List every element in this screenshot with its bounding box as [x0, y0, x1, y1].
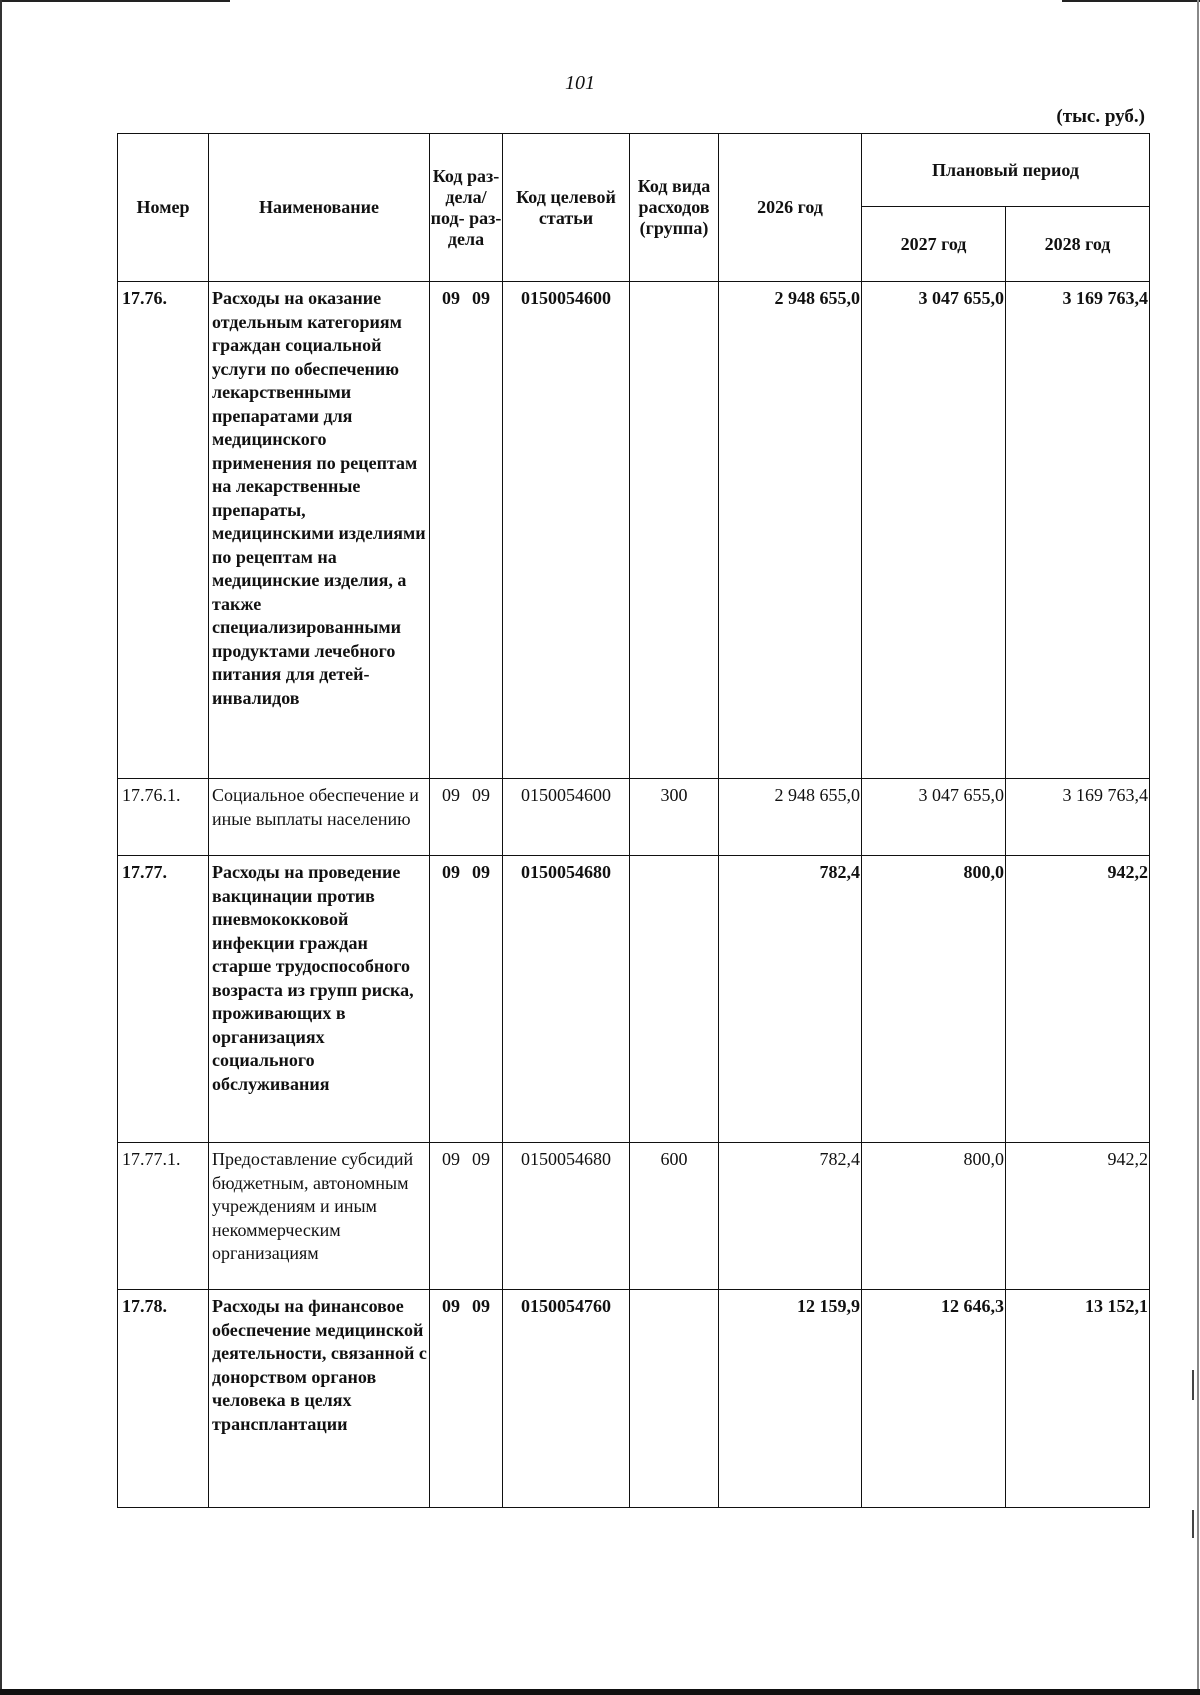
header-year-2026: 2026 год	[719, 134, 862, 282]
scan-edge-bottom	[0, 1689, 1200, 1695]
row-target-code: 0150054600	[503, 779, 630, 856]
row-amount-2027: 3 047 655,0	[862, 779, 1006, 856]
header-name: Наименование	[209, 134, 430, 282]
row-subsection-code: 09	[472, 785, 490, 805]
row-section	[430, 282, 503, 779]
row-name: Расходы на проведение вакцинации против пневмококковой инфекции граждан старше трудоспособного возраста из групп риска, проживающих в организациях социального обслуживания	[209, 856, 430, 1143]
row-section	[430, 856, 503, 1143]
row-amount-2026: 782,4	[719, 1143, 862, 1290]
row-target-code: 0150054680	[503, 1143, 630, 1290]
table-row	[118, 1290, 1150, 1508]
row-subsection-code: 09	[472, 1296, 490, 1316]
row-amount-2027: 800,0	[862, 856, 1006, 1143]
header-year-2028: 2028 год	[1006, 207, 1150, 282]
row-section-code: 09	[442, 785, 460, 805]
header-target-code: Код целевой статьи	[503, 134, 630, 282]
scan-mark	[1192, 1510, 1194, 1538]
table-row	[118, 282, 1150, 779]
row-subsection-code: 09	[472, 862, 490, 882]
row-number: 17.76.	[118, 282, 209, 779]
scan-edge-top-left	[0, 0, 230, 2]
row-amount-2028: 3 169 763,4	[1006, 779, 1150, 856]
row-target-code: 0150054760	[503, 1290, 630, 1508]
units-label: (тыс. руб.)	[1056, 106, 1145, 127]
row-amount-2026: 2 948 655,0	[719, 779, 862, 856]
row-section-code: 09	[442, 1296, 460, 1316]
row-expense-group: 600	[630, 1143, 719, 1290]
scan-edge-left	[0, 0, 2, 1695]
row-section-code: 09	[442, 862, 460, 882]
row-amount-2028: 3 169 763,4	[1006, 282, 1150, 779]
row-section-code: 09	[442, 288, 460, 308]
scan-edge-top-right	[1062, 0, 1200, 2]
row-expense-group	[630, 856, 719, 1143]
header-planned-period: Плановый период	[862, 134, 1150, 207]
row-name: Расходы на финансовое обеспечение медицинской деятельности, связанной с донорством органов человека в целях трансплантации	[209, 1290, 430, 1508]
row-amount-2026: 2 948 655,0	[719, 282, 862, 779]
row-section	[430, 779, 503, 856]
row-number: 17.77.	[118, 856, 209, 1143]
row-section-code: 09	[442, 1149, 460, 1169]
row-amount-2027: 12 646,3	[862, 1290, 1006, 1508]
row-name: Предоставление субсидий бюджетным, автономным учреждениям и иным некоммерческим организациям	[209, 1143, 430, 1290]
row-target-code: 0150054600	[503, 282, 630, 779]
row-number: 17.77.1.	[118, 1143, 209, 1290]
row-name: Расходы на оказание отдельным категориям граждан социальной услуги по обеспечению лекарственными препаратами для медицинского применения по рецептам на лекарственные препараты, медицинскими изделиями по рецептам на медицинские изделия, а также специализированными продуктами лечебного питания для детей-инвалидов	[209, 282, 430, 779]
row-subsection-code: 09	[472, 288, 490, 308]
table-row	[118, 779, 1150, 856]
header-expense-type: Код вида расходов (группа)	[630, 134, 719, 282]
budget-table	[117, 133, 1150, 1508]
row-expense-group: 300	[630, 779, 719, 856]
table-row	[118, 1143, 1150, 1290]
row-number: 17.76.1.	[118, 779, 209, 856]
row-amount-2027: 800,0	[862, 1143, 1006, 1290]
row-section	[430, 1143, 503, 1290]
row-amount-2026: 12 159,9	[719, 1290, 862, 1508]
page-number: 101	[565, 72, 595, 94]
row-target-code: 0150054680	[503, 856, 630, 1143]
row-subsection-code: 09	[472, 1149, 490, 1169]
row-amount-2028: 942,2	[1006, 856, 1150, 1143]
header-year-2027: 2027 год	[862, 207, 1006, 282]
row-section	[430, 1290, 503, 1508]
row-expense-group	[630, 282, 719, 779]
row-amount-2028: 942,2	[1006, 1143, 1150, 1290]
scan-edge-right	[1197, 0, 1199, 1695]
table-row	[118, 856, 1150, 1143]
row-number: 17.78.	[118, 1290, 209, 1508]
row-name: Социальное обеспечение и иные выплаты населению	[209, 779, 430, 856]
row-amount-2026: 782,4	[719, 856, 862, 1143]
scan-mark	[1192, 1370, 1194, 1400]
row-expense-group	[630, 1290, 719, 1508]
header-number: Номер	[118, 134, 209, 282]
header-section: Код раз- дела/ под- раз- дела	[430, 134, 503, 282]
row-amount-2028: 13 152,1	[1006, 1290, 1150, 1508]
row-amount-2027: 3 047 655,0	[862, 282, 1006, 779]
